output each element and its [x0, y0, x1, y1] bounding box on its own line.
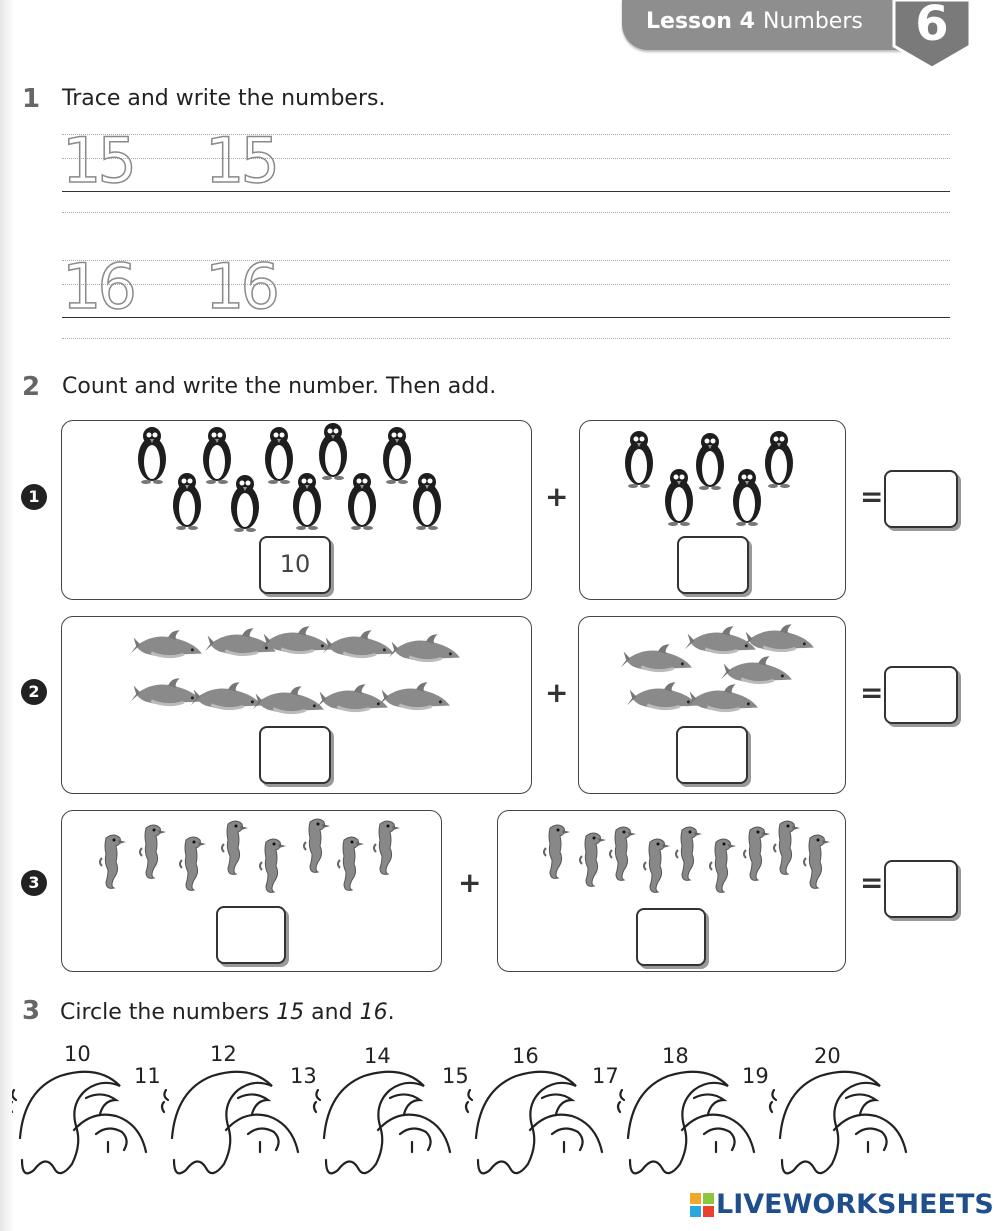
title-text: and — [304, 1000, 360, 1025]
section-2-number: 2 — [22, 372, 41, 402]
seahorse-illustration — [96, 832, 126, 896]
seahorse-illustration — [256, 836, 286, 900]
total-box[interactable] — [884, 666, 958, 724]
section-2-title: Count and write the number. Then add. — [62, 374, 497, 399]
equals-sign: = — [860, 480, 884, 513]
penguin-illustration — [693, 430, 727, 496]
equals-sign: = — [860, 676, 884, 709]
wave-number[interactable]: 10 — [64, 1042, 91, 1066]
answer-box[interactable] — [636, 908, 706, 966]
equals-sign: = — [860, 866, 884, 899]
trace-number: 16 — [62, 250, 133, 323]
seahorse-illustration — [672, 824, 702, 888]
answer-box[interactable] — [259, 726, 331, 784]
wave-shape — [162, 1072, 298, 1174]
wave-number[interactable]: 11 — [134, 1064, 161, 1088]
wave-number[interactable]: 16 — [512, 1044, 539, 1068]
answer-box[interactable] — [259, 536, 331, 594]
seahorse-illustration — [706, 836, 736, 900]
answer-box[interactable] — [677, 536, 749, 594]
wave-number[interactable]: 15 — [442, 1064, 469, 1088]
wave-shape — [314, 1072, 450, 1174]
answer-box[interactable] — [216, 906, 286, 964]
penguin-illustration — [170, 470, 204, 536]
lesson-name: Numbers — [763, 9, 863, 34]
penguin-illustration — [290, 470, 324, 536]
lesson-label: Lesson 4 — [646, 9, 755, 34]
penguin-illustration — [345, 470, 379, 536]
total-box[interactable] — [884, 470, 958, 528]
liveworksheets-logo-icon — [690, 1193, 714, 1217]
total-box[interactable] — [884, 860, 958, 918]
page-edge — [0, 0, 14, 1231]
answer-value: 10 — [279, 550, 311, 578]
brand-name: LIVEWORKSHEETS — [716, 1189, 994, 1220]
row-badge: 2 — [21, 679, 47, 705]
seahorse-illustration — [176, 834, 206, 898]
penguin-illustration — [622, 428, 656, 494]
section-3-number: 3 — [22, 996, 41, 1026]
wave-number[interactable]: 13 — [290, 1064, 317, 1088]
plus-sign: + — [545, 676, 569, 709]
title-number: 15 — [276, 1000, 305, 1025]
unit-badge — [890, 0, 974, 68]
wave-number[interactable]: 12 — [210, 1042, 237, 1066]
trace-number: 15 — [205, 124, 276, 197]
seahorse-illustration — [606, 824, 636, 888]
seahorse-illustration — [576, 830, 606, 894]
penguin-illustration — [662, 466, 696, 532]
seahorse-illustration — [334, 834, 364, 898]
seahorse-illustration — [370, 818, 400, 882]
penguin-illustration — [762, 428, 796, 494]
lesson-tab — [622, 0, 922, 50]
wave-shape — [12, 1072, 146, 1174]
seahorse-illustration — [136, 822, 166, 886]
wave-illustration — [12, 1060, 952, 1184]
seahorse-illustration — [770, 818, 800, 882]
seahorse-illustration — [300, 816, 330, 880]
wave-shape — [618, 1072, 754, 1174]
handwriting-line-2[interactable] — [62, 260, 950, 340]
trace-number: 15 — [62, 124, 133, 197]
wave-shape — [466, 1072, 602, 1174]
plus-sign: + — [545, 480, 569, 513]
penguin-illustration — [135, 424, 169, 490]
title-text: Circle the numbers — [60, 1000, 277, 1025]
penguin-illustration — [730, 466, 764, 532]
wave-number[interactable]: 14 — [364, 1044, 391, 1068]
section-3-title — [60, 1000, 395, 1025]
seahorse-illustration — [640, 836, 670, 900]
penguin-illustration — [380, 424, 414, 490]
penguin-illustration — [228, 472, 262, 538]
title-number: 16 — [359, 1000, 388, 1025]
row-badge: 1 — [21, 484, 47, 510]
title-text: . — [387, 1000, 395, 1025]
penguin-illustration — [410, 470, 444, 536]
section-1-title: Trace and write the numbers. — [62, 86, 386, 111]
seahorse-illustration — [740, 824, 770, 888]
seahorse-illustration — [540, 822, 570, 886]
wave-number[interactable]: 17 — [592, 1064, 619, 1088]
seahorse-illustration — [800, 832, 830, 896]
wave-number[interactable]: 18 — [662, 1044, 689, 1068]
row-badge: 3 — [21, 870, 47, 896]
seahorse-illustration — [218, 818, 248, 882]
plus-sign: + — [458, 866, 482, 899]
section-1-number: 1 — [22, 84, 41, 114]
unit-number: 6 — [915, 0, 949, 52]
wave-number[interactable]: 20 — [814, 1044, 841, 1068]
handwriting-line-1[interactable] — [62, 134, 950, 214]
trace-number: 16 — [205, 250, 276, 323]
wave-number[interactable]: 19 — [742, 1064, 769, 1088]
answer-box[interactable] — [676, 726, 748, 784]
wave-shape — [770, 1072, 906, 1174]
